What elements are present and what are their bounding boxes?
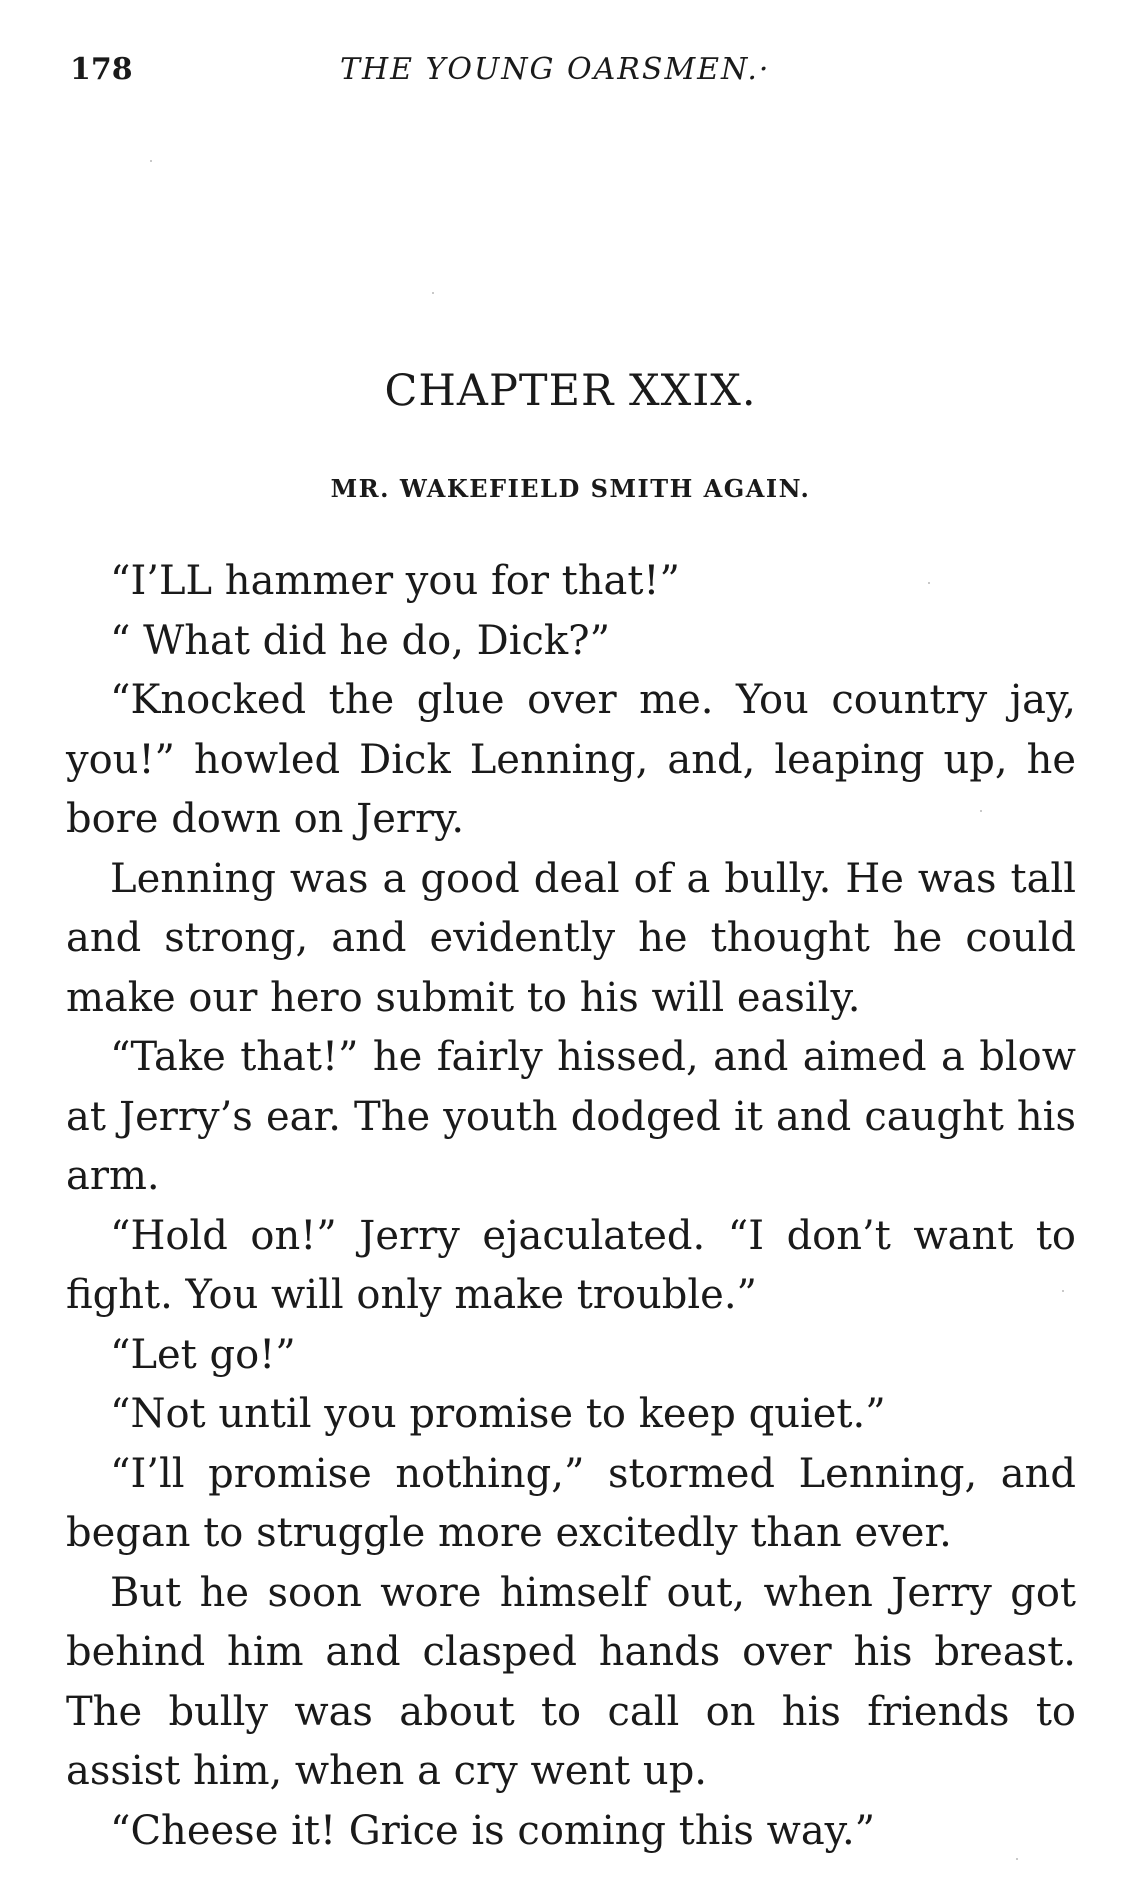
paragraph: “Cheese it! Grice is coming this way.” <box>110 1807 876 1854</box>
paper-speck <box>928 582 930 584</box>
paragraph: “Not until you promise to keep quiet.” <box>110 1391 886 1437</box>
chapter-subtitle: MR. WAKEFIELD SMITH AGAIN. <box>330 474 811 503</box>
paragraph: “I’LL hammer you for that!” <box>110 558 680 604</box>
paper-speck <box>1016 1858 1018 1860</box>
paper-speck <box>150 160 152 162</box>
paragraph: “I’ll promise nothing,” stormed Lenning, and began to struggle more excitedly than ever. <box>66 1450 1076 1556</box>
paragraph: “Knocked the glue over me. You country jay, you!” howled Dick Lenning, and, leaping up, he bore down on Jerry. <box>66 677 1076 842</box>
paragraph: “Take that!” he fairly hissed, and aimed a blow at Jerry’s ear. The youth dodged it and caught his arm. <box>66 1034 1076 1199</box>
paragraph: But he soon wore himself out, when Jerry got behind him and clasped hands over his breast. The bully was about to call on his friends to assist him, when a cry went up. <box>66 1569 1076 1794</box>
paper-speck <box>1062 1290 1064 1292</box>
paper-speck <box>980 810 982 812</box>
running-head <box>70 52 1030 96</box>
chapter-heading: CHAPTER XXIX. <box>384 366 757 416</box>
page-number: 178 <box>70 52 133 87</box>
paragraph: Lenning was a good deal of a bully. He was tall and strong, and evidently he thought he could make our hero submit to his will easily. <box>66 855 1076 1021</box>
paper-speck <box>432 292 434 294</box>
paragraph: “ What did he do, Dick?” <box>110 617 611 664</box>
running-title: THE YOUNG OARSMEN.· <box>340 52 771 87</box>
body-text <box>66 552 1076 1861</box>
paragraph: “Let go!” <box>110 1331 296 1378</box>
paragraph: “Hold on!” Jerry ejaculated. “I don’t want to fight. You will only make trouble.” <box>66 1212 1076 1318</box>
